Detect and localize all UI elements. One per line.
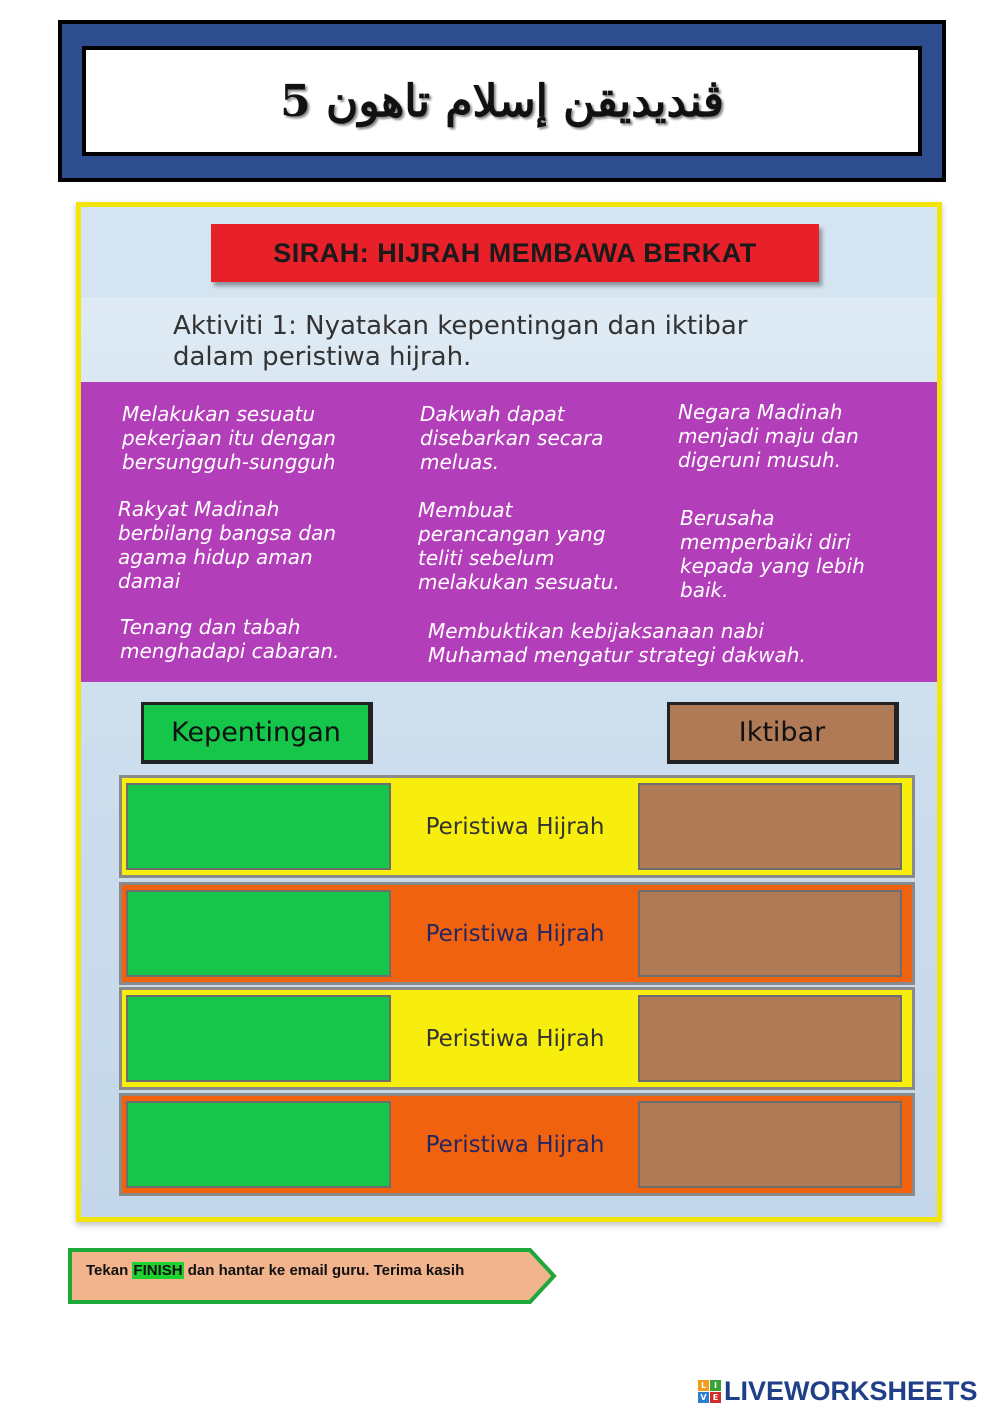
option-text: disebarkan secara bbox=[420, 426, 604, 450]
topic-banner: SIRAH: HIJRAH MEMBAWA BERKAT bbox=[211, 224, 819, 282]
option-text: menjadi maju dan bbox=[678, 424, 859, 448]
row-label: Peristiwa Hijrah bbox=[425, 813, 605, 840]
hijrah-row-2 bbox=[119, 882, 915, 985]
option-text: berbilang bangsa dan bbox=[118, 521, 336, 545]
header-frame bbox=[58, 20, 946, 182]
option-text: damai bbox=[118, 569, 181, 593]
option-text: Tenang dan tabah bbox=[120, 615, 301, 639]
kepentingan-drop-zone-4[interactable] bbox=[126, 1101, 391, 1188]
kepentingan-drop-zone-1[interactable] bbox=[126, 783, 391, 870]
option-text: melakukan sesuatu. bbox=[418, 570, 620, 594]
option-text: Berusaha bbox=[680, 506, 775, 530]
option-text: Membuktikan kebijaksanaan nabi bbox=[428, 619, 764, 643]
option-text: Membuat bbox=[418, 498, 513, 522]
answer-options-area bbox=[81, 382, 937, 682]
iktibar-drop-zone-3[interactable] bbox=[638, 995, 902, 1082]
iktibar-drop-zone-2[interactable] bbox=[638, 890, 902, 977]
footer-text-after: dan hantar ke email guru. Terima kasih bbox=[183, 1262, 465, 1279]
page-title: ڤنديديقن إسلام تاهون 5 bbox=[280, 75, 724, 127]
iktibar-drop-zone-4[interactable] bbox=[638, 1101, 902, 1188]
option-text: bersungguh-sungguh bbox=[122, 450, 336, 474]
option-text: meluas. bbox=[420, 450, 500, 474]
option-text: digeruni musuh. bbox=[678, 448, 842, 472]
option-text: Rakyat Madinah bbox=[118, 497, 280, 521]
option-3[interactable] bbox=[678, 400, 859, 472]
option-text: teliti sebelum bbox=[418, 546, 555, 570]
option-6[interactable] bbox=[680, 506, 865, 602]
option-text: Melakukan sesuatu bbox=[122, 402, 316, 426]
hijrah-row-3 bbox=[119, 987, 915, 1090]
row-label: Peristiwa Hijrah bbox=[425, 920, 605, 947]
option-text: Muhamad mengatur strategi dakwah. bbox=[428, 643, 806, 667]
option-4[interactable] bbox=[118, 497, 336, 593]
hijrah-row-4 bbox=[119, 1093, 915, 1196]
row-label: Peristiwa Hijrah bbox=[425, 1131, 605, 1158]
liveworksheets-icon bbox=[698, 1380, 721, 1403]
brand-name: LIVEWORKSHEETS bbox=[724, 1376, 978, 1406]
activity-line-1: Aktiviti 1: Nyatakan kepentingan dan iktibar bbox=[173, 311, 748, 341]
option-text: pekerjaan itu dengan bbox=[122, 426, 336, 450]
footer-instruction bbox=[86, 1262, 464, 1279]
option-text: memperbaiki diri bbox=[680, 530, 851, 554]
logo-letter: I bbox=[710, 1380, 721, 1391]
header-title-box bbox=[82, 46, 922, 156]
activity-instruction bbox=[173, 311, 873, 373]
logo-letter: L bbox=[698, 1380, 709, 1391]
footer-text-before: Tekan bbox=[86, 1262, 133, 1279]
kepentingan-drop-zone-3[interactable] bbox=[126, 995, 391, 1082]
finish-highlight: FINISH bbox=[133, 1262, 183, 1279]
option-8[interactable] bbox=[428, 619, 806, 667]
option-text: baik. bbox=[680, 578, 729, 602]
header-blue-border bbox=[62, 24, 942, 178]
option-1[interactable] bbox=[122, 402, 336, 474]
option-7[interactable] bbox=[120, 615, 339, 663]
activity-line-2: dalam peristiwa hijrah. bbox=[173, 342, 472, 372]
option-text: agama hidup aman bbox=[118, 545, 313, 569]
liveworksheets-logo bbox=[698, 1376, 978, 1407]
option-text: perancangan yang bbox=[418, 522, 606, 546]
logo-letter: V bbox=[698, 1392, 709, 1403]
worksheet-panel bbox=[76, 202, 942, 1222]
option-text: kepada yang lebih bbox=[680, 554, 865, 578]
hijrah-row-1 bbox=[119, 775, 915, 878]
kepentingan-drop-zone-2[interactable] bbox=[126, 890, 391, 977]
logo-letter: E bbox=[710, 1392, 721, 1403]
kepentingan-label: Kepentingan bbox=[141, 702, 373, 764]
row-label: Peristiwa Hijrah bbox=[425, 1025, 605, 1052]
option-text: Negara Madinah bbox=[678, 400, 843, 424]
iktibar-drop-zone-1[interactable] bbox=[638, 783, 902, 870]
option-text: Dakwah dapat bbox=[420, 402, 565, 426]
iktibar-label: Iktibar bbox=[667, 702, 899, 764]
option-text: menghadapi cabaran. bbox=[120, 639, 340, 663]
option-5[interactable] bbox=[418, 498, 620, 594]
option-2[interactable] bbox=[420, 402, 603, 474]
